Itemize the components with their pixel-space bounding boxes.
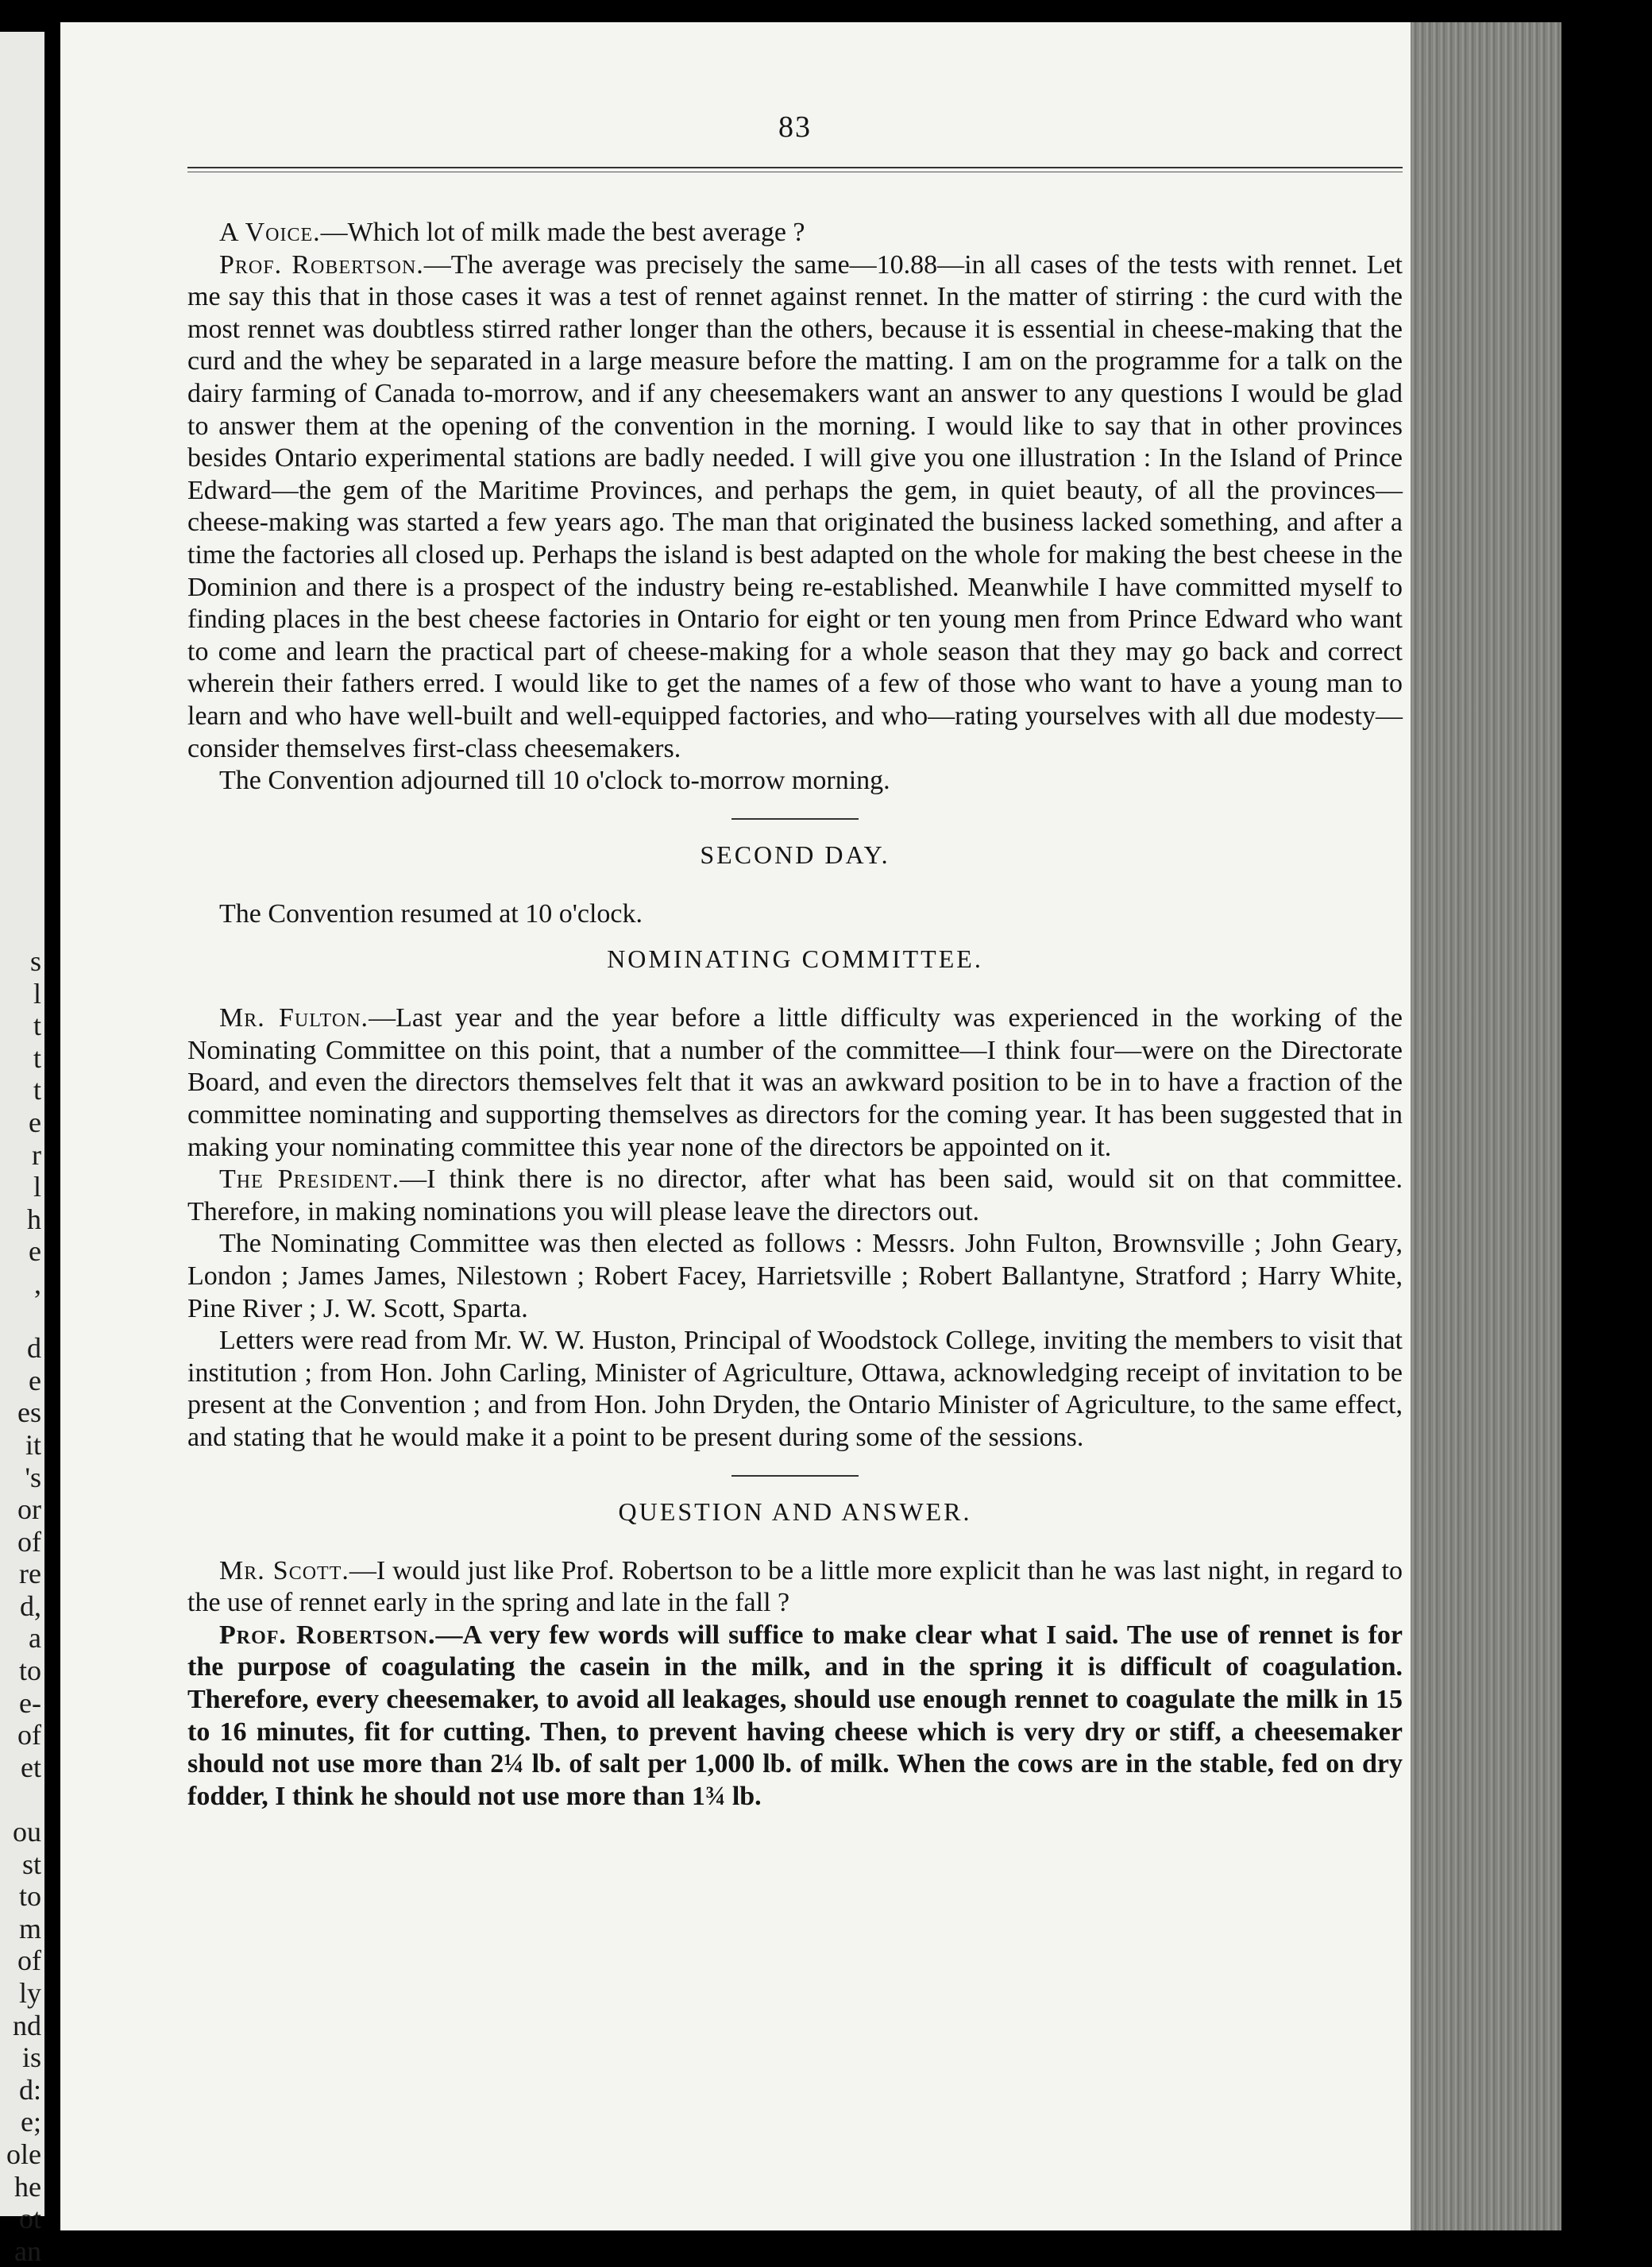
paragraph [187, 1325, 1403, 1454]
book-page [60, 22, 1411, 2230]
section-heading-nominating: NOMINATING COMMITTEE. [607, 944, 983, 974]
margin-fragment: of [17, 1525, 41, 1558]
margin-fragment: of [17, 1945, 41, 1977]
paragraph-text: —Which lot of milk made the best average ? [320, 218, 805, 247]
paragraph-text: Letters were read from Mr. W. W. Huston, Principal of Woodstock College, inviting the members to visit that institution ; from Hon. John Carling, Minister of Agriculture, Ottawa, acknowledging receipt of invitation to be present at the Convention ; and from Hon. John Dryden, the Ontario Minister of Agriculture, to the same effect, and stating that he would make it a point to be present during some of the sessions. [187, 1326, 1403, 1452]
section-divider [731, 1475, 859, 1477]
speaker: Mr. Fulton. [219, 1003, 369, 1033]
margin-fragment: 's [25, 1461, 41, 1493]
margin-fragment: to [18, 1880, 41, 1913]
section-divider [731, 818, 859, 820]
margin-fragment [0, 1300, 44, 1333]
margin-fragment: to [18, 1655, 41, 1687]
speaker: Mr. Scott. [219, 1555, 349, 1585]
margin-fragment: st [21, 1848, 41, 1880]
section-question [187, 1555, 1403, 1813]
page-stack-edge [1411, 22, 1561, 2230]
margin-fragment: r [32, 1138, 41, 1171]
margin-fragment: m [18, 1912, 41, 1945]
paragraph [187, 1228, 1403, 1325]
margin-fragment: e [29, 1106, 41, 1138]
paragraph-text: The Nominating Committee was then elected as follows : Messrs. John Fulton, Brownsville ; John Geary, London ; James James, Nilestown ; Robert Facey, Harrietsville ; Robert Ballantyne, Stratford ; Harry White, Pine River ; J. W. Scott, Sparta. [187, 1229, 1403, 1323]
margin-fragment: it [25, 1428, 41, 1461]
margin-fragment: a [29, 1622, 41, 1655]
paragraph [187, 249, 1403, 766]
margin-fragment: d, [20, 1589, 41, 1622]
paragraph-text: —The average was precisely the same—10.88—in all cases of the tests with rennet. Let me say this that in those cases it was a test of rennet against rennet. In the matter of stirring : the curd with the most rennet was doubtless stirred rather longer than the others, because it is essential in cheese-making that the curd and the whey be separated in a large measure before the matting. I am on the programme for a talk on the dairy farming of Canada to-morrow, and if any cheesemakers want an answer to any questions I would be glad to answer them at the opening of the convention in the morning. I would like to say that in other provinces besides Ontario experimental stations are badly needed. I will give you one illustration : In the Island of Prince Edward—the gem of the Maritime Provinces, and perhaps the gem, in quiet beauty, of all the provinces—cheese-making was started a few years ago. The man that originated the business lacked something, and after a time the factories all closed up. Perhaps the island is best adapted on the whole for making the best cheese in the Dominion and there is a prospect of the industry being re-established. Meanwhile I have committed myself to finding places in the best cheese factories in Ontario for eight or ten young men from Prince Edward who want to come and learn the practical part of cheese-making for a whole season that they may go back and correct wherein their fathers erred. I would like to get the names of a few of those who want to have a young man to learn and who have well-built and well-equipped factories, and who—rating yourselves with all due modesty—consider themselves first-class cheesemakers. [187, 249, 1403, 763]
margin-fragment: e [29, 1364, 41, 1396]
speaker: The President. [219, 1164, 400, 1195]
margin-fragment [0, 1783, 44, 1816]
header-rule [187, 167, 1403, 172]
speaker: A Voice. [219, 218, 321, 247]
speaker: Prof. Robertson. [219, 249, 424, 280]
margin-fragment: , [34, 1267, 41, 1300]
speaker: Prof. Robertson. [219, 1620, 436, 1650]
paragraph [187, 1555, 1403, 1620]
margin-fragment: ole [6, 2138, 41, 2170]
paragraph [187, 217, 1403, 249]
margin-fragment: es [17, 1396, 41, 1429]
margin-fragment: d [27, 1332, 41, 1365]
margin-fragment: et [21, 1751, 41, 1783]
margin-fragment: t [33, 1010, 41, 1042]
margin-fragment: an [14, 2234, 41, 2267]
margin-fragment: ou [13, 1816, 41, 1848]
paragraph-text: —I think there is no director, after what has been said, would sit on that committee. Therefore, in making nominations you will please leave the directors out. [187, 1164, 1403, 1226]
paragraph-text: —I would just like Prof. Robertson to be a little more explicit than he was last night, in regard to the use of rennet early in the spring and late in the fall ? [187, 1555, 1403, 1618]
margin-fragment: t [33, 1041, 41, 1074]
margin-fragment: re [19, 1558, 41, 1590]
margin-fragment: is [21, 2041, 41, 2074]
page-number: 83 [778, 110, 812, 144]
margin-fragment: nd [13, 2009, 41, 2041]
paragraph [187, 765, 1403, 798]
margin-fragment: d: [18, 2073, 41, 2106]
paragraph [187, 1002, 1403, 1164]
margin-fragment: e- [19, 1686, 41, 1719]
facing-page-edge [0, 32, 44, 2267]
section-heading-question: QUESTION AND ANSWER. [618, 1497, 972, 1526]
margin-fragment: ly [18, 1977, 41, 2009]
section-debate [187, 217, 1403, 798]
margin-fragment: ot [18, 2203, 41, 2235]
margin-fragment: he [14, 2170, 41, 2203]
paragraph [187, 1164, 1403, 1228]
margin-fragment: or [17, 1493, 41, 1526]
paragraph-resumed: The Convention resumed at 10 o'clock. [219, 898, 643, 929]
margin-fragment: l [33, 977, 41, 1010]
margin-fragment: of [17, 1719, 41, 1751]
facing-page-text-fragments [0, 945, 44, 2267]
margin-fragment: s [29, 945, 41, 977]
paragraph-text: —Last year and the year before a little difficulty was experienced in the working of the Nominating Committee on this point, that a number of the committee—I think four—were on the Directorate Board, and even the directors themselves felt that it was an awkward position to be in to have a fraction of the committee nominating and supporting themselves as directors for the coming year. It has been suggested that in making your nominating committee this year none of the directors be appointed on it. [187, 1003, 1403, 1162]
paragraph [187, 1620, 1403, 1813]
margin-fragment: e; [21, 2106, 41, 2138]
paragraph-text: —A very few words will suffice to make clear what I said. The use of rennet is for the purpose of coagulating the casein in the milk, and in the spring it is difficult of coagulation. Therefore, every cheesemaker, to avoid all leakages, should use enough rennet to coagulate the milk in 15 to 16 minutes, fit for cutting. Then, to prevent having cheese which is very dry or stiff, a cheesemaker should not use more than 2¼ lb. of salt per 1,000 lb. of milk. When the cows are in the stable, fed on dry fodder, I think he should not use more than 1¾ lb. [187, 1620, 1403, 1811]
page-content [187, 110, 1403, 1813]
section-nominating [187, 1002, 1403, 1454]
margin-fragment: t [33, 1074, 41, 1106]
margin-fragment: l [33, 1171, 41, 1203]
section-heading-second-day: SECOND DAY. [700, 840, 890, 869]
margin-fragment: h [27, 1203, 41, 1235]
paragraph-text: The Convention adjourned till 10 o'clock to-morrow morning. [219, 766, 890, 796]
margin-fragment: e [29, 1235, 41, 1268]
